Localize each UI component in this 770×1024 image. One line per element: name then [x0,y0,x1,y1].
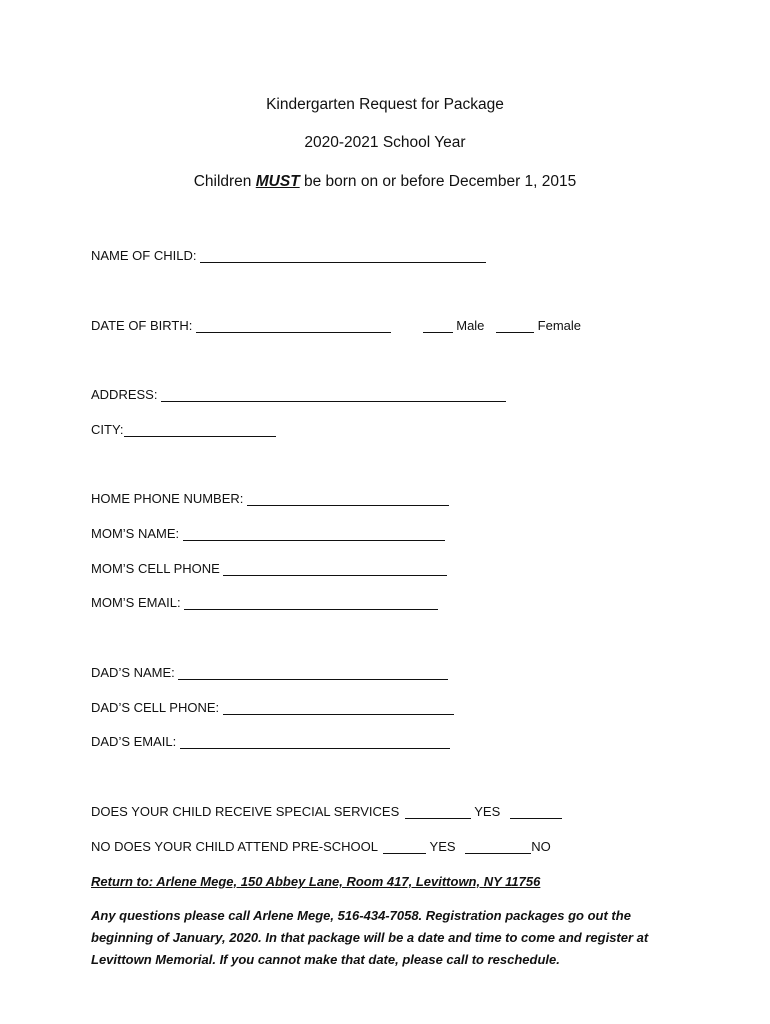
eligibility-emphasis: MUST [255,173,300,190]
moms-email-row [91,594,438,612]
name-of-child-label: NAME OF CHILD: [91,248,197,263]
moms-name-row [91,525,445,543]
address-row [91,386,506,404]
dads-cell-label: DAD’S CELL PHONE: [91,700,220,715]
preschool-yes-label: YES [429,839,456,854]
eligibility-prefix: Children [193,173,252,190]
city-label: CITY: [91,422,124,437]
preschool-no-label: NO [531,839,551,854]
moms-cell-row [91,560,447,578]
special-services-no-blank[interactable] [405,804,471,819]
moms-email-blank[interactable] [184,595,438,610]
dads-name-row [91,664,448,682]
male-blank[interactable] [423,318,453,333]
city-blank[interactable] [124,422,276,437]
date-of-birth-label: DATE OF BIRTH: [91,318,193,333]
address-label: ADDRESS: [91,387,158,402]
school-year: 2020-2021 School Year [304,134,466,151]
moms-cell-label: MOM’S CELL PHONE [91,561,220,576]
moms-name-label: MOM’S NAME: [91,526,180,541]
female-blank[interactable] [496,318,534,333]
dads-email-blank[interactable] [180,734,450,749]
dads-cell-blank[interactable] [223,700,454,715]
preschool-second-blank[interactable] [465,839,531,854]
dads-cell-row [91,699,454,717]
preschool-label: NO DOES YOUR CHILD ATTEND PRE-SCHOOL [91,839,378,854]
eligibility-suffix: be born on or before December 1, 2015 [303,173,577,190]
dads-email-row [91,733,450,751]
name-of-child-row [91,247,486,265]
questions-note: Any questions please call Arlene Mege, 516-434-7058. Registration packages go out the beginning of January, 2020. In that package will be a date and time to come and register at Levittown Memorial. If you cannot make that date, please call to reschedule. [91,908,649,967]
special-services-row [91,803,562,821]
dads-email-label: DAD’S EMAIL: [91,734,177,749]
home-phone-label: HOME PHONE NUMBER: [91,491,244,506]
date-of-birth-blank[interactable] [196,318,391,333]
moms-name-blank[interactable] [183,526,445,541]
special-services-yes-label: YES [474,804,501,819]
form-title: Kindergarten Request for Package [266,96,504,113]
dads-name-label: DAD’S NAME: [91,665,175,680]
moms-cell-blank[interactable] [223,561,447,576]
dads-name-blank[interactable] [178,665,448,680]
preschool-first-blank[interactable] [383,839,426,854]
special-services-label: DOES YOUR CHILD RECEIVE SPECIAL SERVICES [91,804,400,819]
city-row [91,421,276,439]
name-of-child-blank[interactable] [200,248,486,263]
female-label: Female [537,318,582,333]
return-to-address: Return to: Arlene Mege, 150 Abbey Lane, Room 417, Levittown, NY 11756 [91,874,541,889]
special-services-yes-blank[interactable] [510,804,562,819]
preschool-row [91,838,551,856]
male-label: Male [456,318,485,333]
date-of-birth-row [91,317,581,335]
home-phone-blank[interactable] [247,491,449,506]
moms-email-label: MOM’S EMAIL: [91,595,181,610]
eligibility-line [0,172,770,192]
home-phone-row [91,490,449,508]
address-blank[interactable] [161,387,506,402]
